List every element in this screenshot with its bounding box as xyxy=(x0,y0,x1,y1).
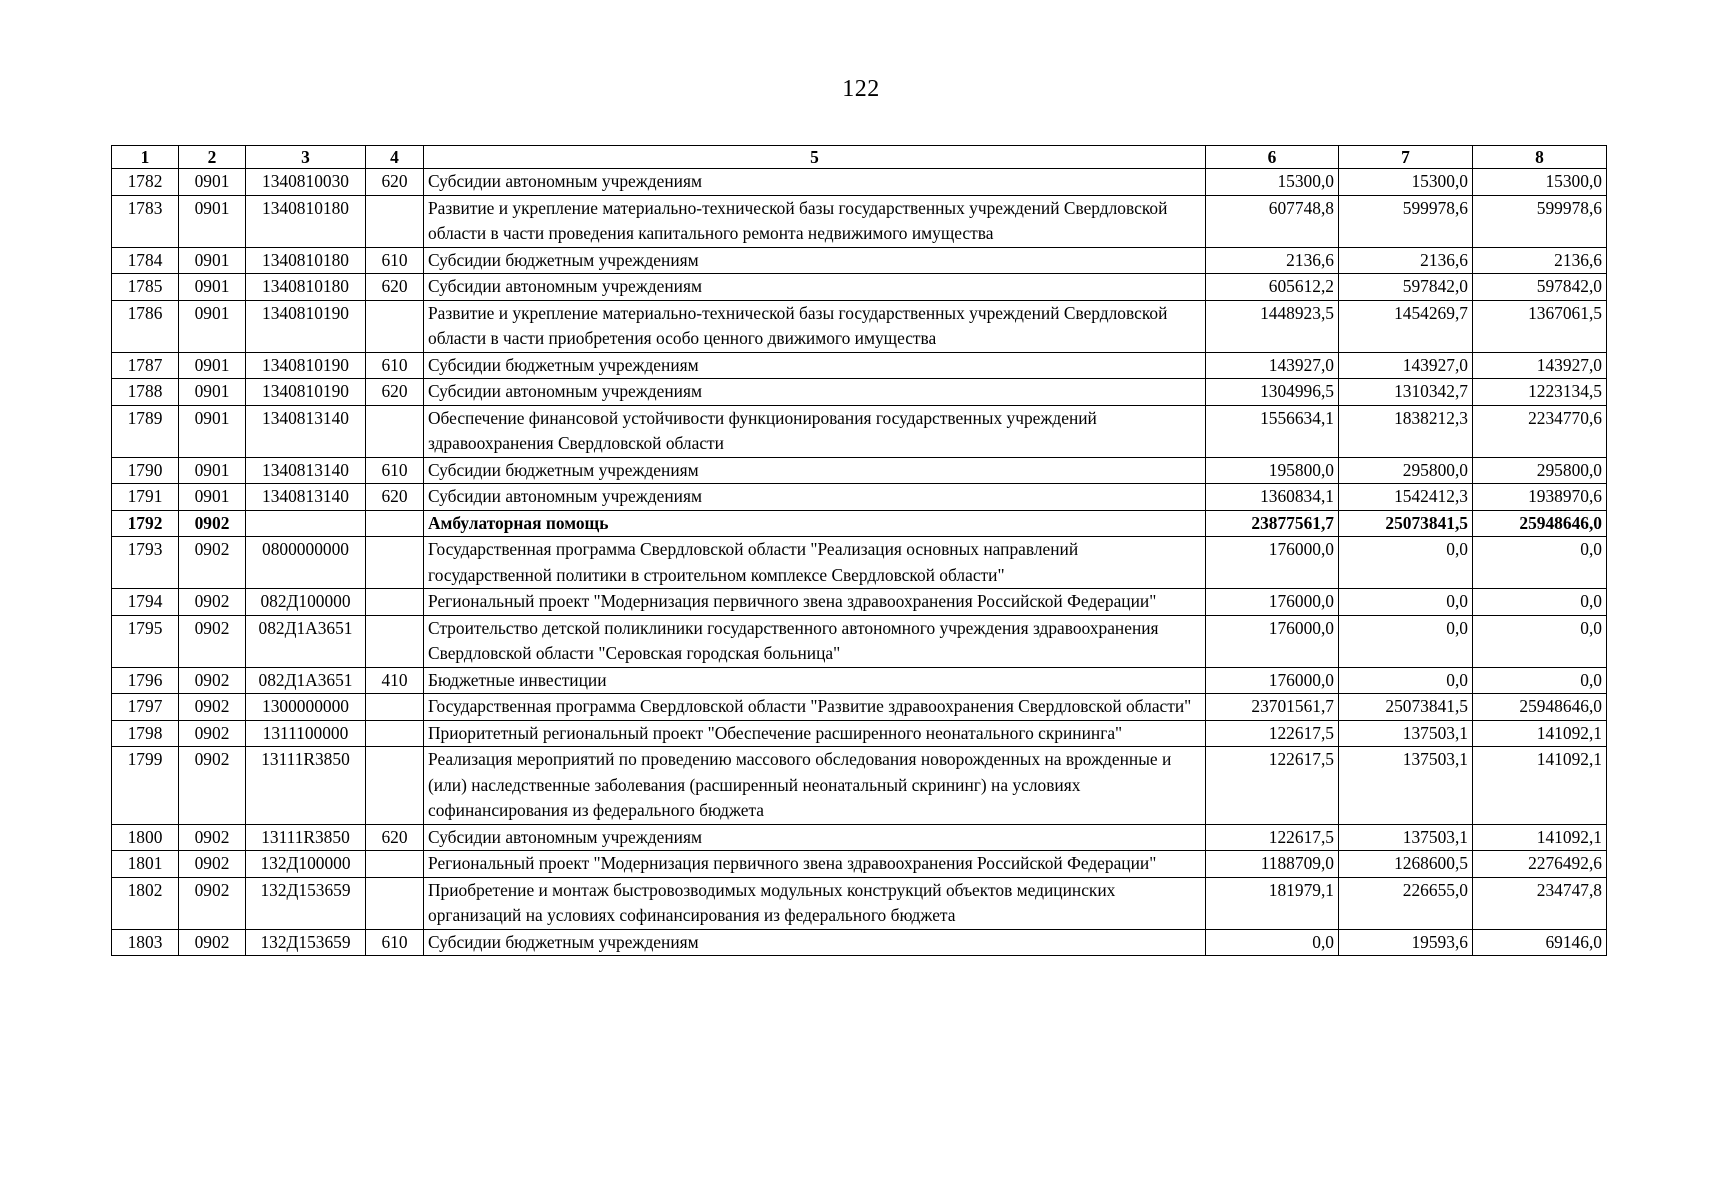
amount-col-7-cell: 295800,0 xyxy=(1339,457,1473,484)
row-number-cell: 1789 xyxy=(112,405,179,457)
row-number-cell: 1785 xyxy=(112,274,179,301)
amount-col-6-cell: 195800,0 xyxy=(1206,457,1339,484)
table-row xyxy=(112,457,1607,484)
section-code-cell: 0901 xyxy=(179,169,246,196)
section-code-cell: 0902 xyxy=(179,720,246,747)
table-row xyxy=(112,484,1607,511)
target-article-cell: 082Д1А3651 xyxy=(246,667,366,694)
amount-col-6-cell: 607748,8 xyxy=(1206,195,1339,247)
header-col-3: 3 xyxy=(246,146,366,169)
target-article-cell: 1340813140 xyxy=(246,484,366,511)
amount-col-7-cell: 143927,0 xyxy=(1339,352,1473,379)
table-row xyxy=(112,720,1607,747)
target-article-cell: 1340813140 xyxy=(246,405,366,457)
amount-col-6-cell: 1556634,1 xyxy=(1206,405,1339,457)
target-article-cell: 13111R3850 xyxy=(246,747,366,825)
amount-col-6-cell: 0,0 xyxy=(1206,929,1339,956)
header-col-4: 4 xyxy=(366,146,424,169)
amount-col-7-cell: 137503,1 xyxy=(1339,720,1473,747)
amount-col-8-cell: 295800,0 xyxy=(1473,457,1607,484)
item-name-cell: Обеспечение финансовой устойчивости функционирования государственных учреждений здравоохранения Свердловской области xyxy=(424,405,1206,457)
amount-col-6-cell: 605612,2 xyxy=(1206,274,1339,301)
table-row xyxy=(112,747,1607,825)
amount-col-6-cell: 15300,0 xyxy=(1206,169,1339,196)
amount-col-8-cell: 25948646,0 xyxy=(1473,510,1607,537)
item-name-cell: Строительство детской поликлиники государственного автономного учреждения здравоохранения Свердловской области "Серовская городская больница" xyxy=(424,615,1206,667)
row-number-cell: 1793 xyxy=(112,537,179,589)
item-name-cell: Субсидии бюджетным учреждениям xyxy=(424,457,1206,484)
target-article-cell: 1340810030 xyxy=(246,169,366,196)
section-code-cell: 0901 xyxy=(179,484,246,511)
section-code-cell: 0902 xyxy=(179,694,246,721)
section-code-cell: 0902 xyxy=(179,877,246,929)
item-name-cell: Приобретение и монтаж быстровозводимых модульных конструкций объектов медицинских организаций на условиях софинансирования из федерального бюджета xyxy=(424,877,1206,929)
row-number-cell: 1782 xyxy=(112,169,179,196)
row-number-cell: 1784 xyxy=(112,247,179,274)
amount-col-6-cell: 23877561,7 xyxy=(1206,510,1339,537)
expense-type-cell xyxy=(366,537,424,589)
table-row xyxy=(112,195,1607,247)
amount-col-7-cell: 597842,0 xyxy=(1339,274,1473,301)
amount-col-8-cell: 0,0 xyxy=(1473,589,1607,616)
amount-col-8-cell: 2234770,6 xyxy=(1473,405,1607,457)
section-code-cell: 0901 xyxy=(179,457,246,484)
amount-col-7-cell: 2136,6 xyxy=(1339,247,1473,274)
amount-col-8-cell: 1938970,6 xyxy=(1473,484,1607,511)
item-name-cell: Амбулаторная помощь xyxy=(424,510,1206,537)
target-article-cell: 132Д100000 xyxy=(246,851,366,878)
amount-col-8-cell: 2276492,6 xyxy=(1473,851,1607,878)
target-article-cell: 082Д100000 xyxy=(246,589,366,616)
amount-col-7-cell: 0,0 xyxy=(1339,537,1473,589)
section-code-cell: 0902 xyxy=(179,929,246,956)
item-name-cell: Субсидии автономным учреждениям xyxy=(424,274,1206,301)
item-name-cell: Субсидии бюджетным учреждениям xyxy=(424,352,1206,379)
target-article-cell: 1340810180 xyxy=(246,195,366,247)
expense-type-cell: 610 xyxy=(366,352,424,379)
section-code-cell: 0902 xyxy=(179,747,246,825)
row-number-cell: 1787 xyxy=(112,352,179,379)
amount-col-7-cell: 137503,1 xyxy=(1339,747,1473,825)
amount-col-6-cell: 122617,5 xyxy=(1206,824,1339,851)
section-code-cell: 0901 xyxy=(179,195,246,247)
target-article-cell: 132Д153659 xyxy=(246,929,366,956)
amount-col-8-cell: 69146,0 xyxy=(1473,929,1607,956)
amount-col-6-cell: 1304996,5 xyxy=(1206,379,1339,406)
table-row xyxy=(112,169,1607,196)
amount-col-7-cell: 1542412,3 xyxy=(1339,484,1473,511)
item-name-cell: Реализация мероприятий по проведению массового обследования новорожденных на врожденные и (или) наследственные заболевания (расширенный неонатальный скрининг) на условиях софинансирования из федерального бюджета xyxy=(424,747,1206,825)
row-number-cell: 1803 xyxy=(112,929,179,956)
section-code-cell: 0902 xyxy=(179,667,246,694)
expense-type-cell: 620 xyxy=(366,169,424,196)
target-article-cell xyxy=(246,510,366,537)
target-article-cell: 1340810180 xyxy=(246,247,366,274)
item-name-cell: Развитие и укрепление материально-технической базы государственных учреждений Свердловской области в части проведения капитального ремонта недвижимого имущества xyxy=(424,195,1206,247)
section-code-cell: 0902 xyxy=(179,615,246,667)
amount-col-8-cell: 597842,0 xyxy=(1473,274,1607,301)
row-number-cell: 1797 xyxy=(112,694,179,721)
amount-col-7-cell: 226655,0 xyxy=(1339,877,1473,929)
table-row xyxy=(112,851,1607,878)
amount-col-6-cell: 1360834,1 xyxy=(1206,484,1339,511)
row-number-cell: 1786 xyxy=(112,300,179,352)
item-name-cell: Субсидии бюджетным учреждениям xyxy=(424,247,1206,274)
table-row xyxy=(112,247,1607,274)
amount-col-8-cell: 15300,0 xyxy=(1473,169,1607,196)
table-row xyxy=(112,537,1607,589)
section-code-cell: 0901 xyxy=(179,300,246,352)
section-code-cell: 0902 xyxy=(179,537,246,589)
amount-col-8-cell: 141092,1 xyxy=(1473,720,1607,747)
amount-col-7-cell: 15300,0 xyxy=(1339,169,1473,196)
item-name-cell: Субсидии автономным учреждениям xyxy=(424,169,1206,196)
row-number-cell: 1800 xyxy=(112,824,179,851)
item-name-cell: Субсидии бюджетным учреждениям xyxy=(424,929,1206,956)
row-number-cell: 1799 xyxy=(112,747,179,825)
amount-col-7-cell: 19593,6 xyxy=(1339,929,1473,956)
section-code-cell: 0901 xyxy=(179,405,246,457)
section-code-cell: 0901 xyxy=(179,247,246,274)
expense-type-cell xyxy=(366,694,424,721)
page-number: 122 xyxy=(842,76,880,102)
section-code-cell: 0902 xyxy=(179,589,246,616)
amount-col-7-cell: 599978,6 xyxy=(1339,195,1473,247)
amount-col-8-cell: 1367061,5 xyxy=(1473,300,1607,352)
target-article-cell: 1340810190 xyxy=(246,379,366,406)
amount-col-6-cell: 176000,0 xyxy=(1206,667,1339,694)
expense-type-cell xyxy=(366,720,424,747)
row-number-cell: 1801 xyxy=(112,851,179,878)
table-row xyxy=(112,877,1607,929)
target-article-cell: 082Д1А3651 xyxy=(246,615,366,667)
amount-col-8-cell: 143927,0 xyxy=(1473,352,1607,379)
item-name-cell: Региональный проект "Модернизация первичного звена здравоохранения Российской Федерации" xyxy=(424,851,1206,878)
row-number-cell: 1796 xyxy=(112,667,179,694)
amount-col-6-cell: 1188709,0 xyxy=(1206,851,1339,878)
amount-col-7-cell: 25073841,5 xyxy=(1339,694,1473,721)
expense-type-cell xyxy=(366,589,424,616)
row-number-cell: 1783 xyxy=(112,195,179,247)
amount-col-7-cell: 1310342,7 xyxy=(1339,379,1473,406)
target-article-cell: 1340810190 xyxy=(246,300,366,352)
amount-col-7-cell: 25073841,5 xyxy=(1339,510,1473,537)
table-row xyxy=(112,405,1607,457)
amount-col-7-cell: 0,0 xyxy=(1339,667,1473,694)
amount-col-7-cell: 1454269,7 xyxy=(1339,300,1473,352)
header-col-7: 7 xyxy=(1339,146,1473,169)
amount-col-6-cell: 122617,5 xyxy=(1206,747,1339,825)
amount-col-8-cell: 0,0 xyxy=(1473,667,1607,694)
budget-table xyxy=(111,145,1607,956)
item-name-cell: Государственная программа Свердловской области "Развитие здравоохранения Свердловской области" xyxy=(424,694,1206,721)
target-article-cell: 132Д153659 xyxy=(246,877,366,929)
amount-col-6-cell: 181979,1 xyxy=(1206,877,1339,929)
table-body xyxy=(112,169,1607,956)
expense-type-cell: 610 xyxy=(366,247,424,274)
header-col-8: 8 xyxy=(1473,146,1607,169)
table-row xyxy=(112,274,1607,301)
expense-type-cell: 620 xyxy=(366,379,424,406)
row-number-cell: 1791 xyxy=(112,484,179,511)
expense-type-cell xyxy=(366,510,424,537)
amount-col-6-cell: 176000,0 xyxy=(1206,615,1339,667)
expense-type-cell xyxy=(366,615,424,667)
table-row xyxy=(112,824,1607,851)
table-row xyxy=(112,667,1607,694)
item-name-cell: Субсидии автономным учреждениям xyxy=(424,484,1206,511)
section-code-cell: 0901 xyxy=(179,379,246,406)
table-row xyxy=(112,694,1607,721)
item-name-cell: Бюджетные инвестиции xyxy=(424,667,1206,694)
table-row xyxy=(112,379,1607,406)
table-row xyxy=(112,589,1607,616)
target-article-cell: 1300000000 xyxy=(246,694,366,721)
amount-col-6-cell: 2136,6 xyxy=(1206,247,1339,274)
amount-col-6-cell: 122617,5 xyxy=(1206,720,1339,747)
amount-col-7-cell: 1268600,5 xyxy=(1339,851,1473,878)
section-code-cell: 0902 xyxy=(179,851,246,878)
header-col-1: 1 xyxy=(112,146,179,169)
section-code-cell: 0902 xyxy=(179,510,246,537)
amount-col-8-cell: 0,0 xyxy=(1473,615,1607,667)
expense-type-cell: 410 xyxy=(366,667,424,694)
amount-col-8-cell: 2136,6 xyxy=(1473,247,1607,274)
expense-type-cell xyxy=(366,877,424,929)
header-col-5: 5 xyxy=(424,146,1206,169)
item-name-cell: Региональный проект "Модернизация первичного звена здравоохранения Российской Федерации" xyxy=(424,589,1206,616)
expense-type-cell xyxy=(366,747,424,825)
target-article-cell: 1340810180 xyxy=(246,274,366,301)
table-row xyxy=(112,510,1607,537)
amount-col-8-cell: 1223134,5 xyxy=(1473,379,1607,406)
amount-col-8-cell: 234747,8 xyxy=(1473,877,1607,929)
amount-col-8-cell: 599978,6 xyxy=(1473,195,1607,247)
amount-col-7-cell: 0,0 xyxy=(1339,589,1473,616)
amount-col-8-cell: 0,0 xyxy=(1473,537,1607,589)
target-article-cell: 0800000000 xyxy=(246,537,366,589)
item-name-cell: Развитие и укрепление материально-технической базы государственных учреждений Свердловской области в части приобретения особо ценного движимого имущества xyxy=(424,300,1206,352)
row-number-cell: 1790 xyxy=(112,457,179,484)
expense-type-cell: 620 xyxy=(366,274,424,301)
expense-type-cell: 620 xyxy=(366,824,424,851)
header-col-2: 2 xyxy=(179,146,246,169)
expense-type-cell: 610 xyxy=(366,457,424,484)
table-header-row xyxy=(112,146,1607,169)
expense-type-cell xyxy=(366,300,424,352)
amount-col-6-cell: 176000,0 xyxy=(1206,589,1339,616)
amount-col-7-cell: 0,0 xyxy=(1339,615,1473,667)
item-name-cell: Государственная программа Свердловской области "Реализация основных направлений государственной политики в строительном комплексе Свердловской области" xyxy=(424,537,1206,589)
row-number-cell: 1798 xyxy=(112,720,179,747)
amount-col-8-cell: 25948646,0 xyxy=(1473,694,1607,721)
expense-type-cell xyxy=(366,851,424,878)
amount-col-8-cell: 141092,1 xyxy=(1473,824,1607,851)
section-code-cell: 0901 xyxy=(179,274,246,301)
expense-type-cell xyxy=(366,405,424,457)
amount-col-6-cell: 176000,0 xyxy=(1206,537,1339,589)
expense-type-cell: 620 xyxy=(366,484,424,511)
target-article-cell: 13111R3850 xyxy=(246,824,366,851)
expense-type-cell xyxy=(366,195,424,247)
header-col-6: 6 xyxy=(1206,146,1339,169)
target-article-cell: 1340810190 xyxy=(246,352,366,379)
section-code-cell: 0901 xyxy=(179,352,246,379)
table-row xyxy=(112,352,1607,379)
row-number-cell: 1794 xyxy=(112,589,179,616)
target-article-cell: 1340813140 xyxy=(246,457,366,484)
amount-col-8-cell: 141092,1 xyxy=(1473,747,1607,825)
amount-col-7-cell: 137503,1 xyxy=(1339,824,1473,851)
table-row xyxy=(112,300,1607,352)
item-name-cell: Субсидии автономным учреждениям xyxy=(424,379,1206,406)
expense-type-cell: 610 xyxy=(366,929,424,956)
amount-col-7-cell: 1838212,3 xyxy=(1339,405,1473,457)
row-number-cell: 1788 xyxy=(112,379,179,406)
item-name-cell: Субсидии автономным учреждениям xyxy=(424,824,1206,851)
amount-col-6-cell: 1448923,5 xyxy=(1206,300,1339,352)
row-number-cell: 1792 xyxy=(112,510,179,537)
table-row xyxy=(112,615,1607,667)
row-number-cell: 1802 xyxy=(112,877,179,929)
item-name-cell: Приоритетный региональный проект "Обеспечение расширенного неонатального скрининга" xyxy=(424,720,1206,747)
amount-col-6-cell: 23701561,7 xyxy=(1206,694,1339,721)
row-number-cell: 1795 xyxy=(112,615,179,667)
target-article-cell: 1311100000 xyxy=(246,720,366,747)
table-row xyxy=(112,929,1607,956)
section-code-cell: 0902 xyxy=(179,824,246,851)
amount-col-6-cell: 143927,0 xyxy=(1206,352,1339,379)
